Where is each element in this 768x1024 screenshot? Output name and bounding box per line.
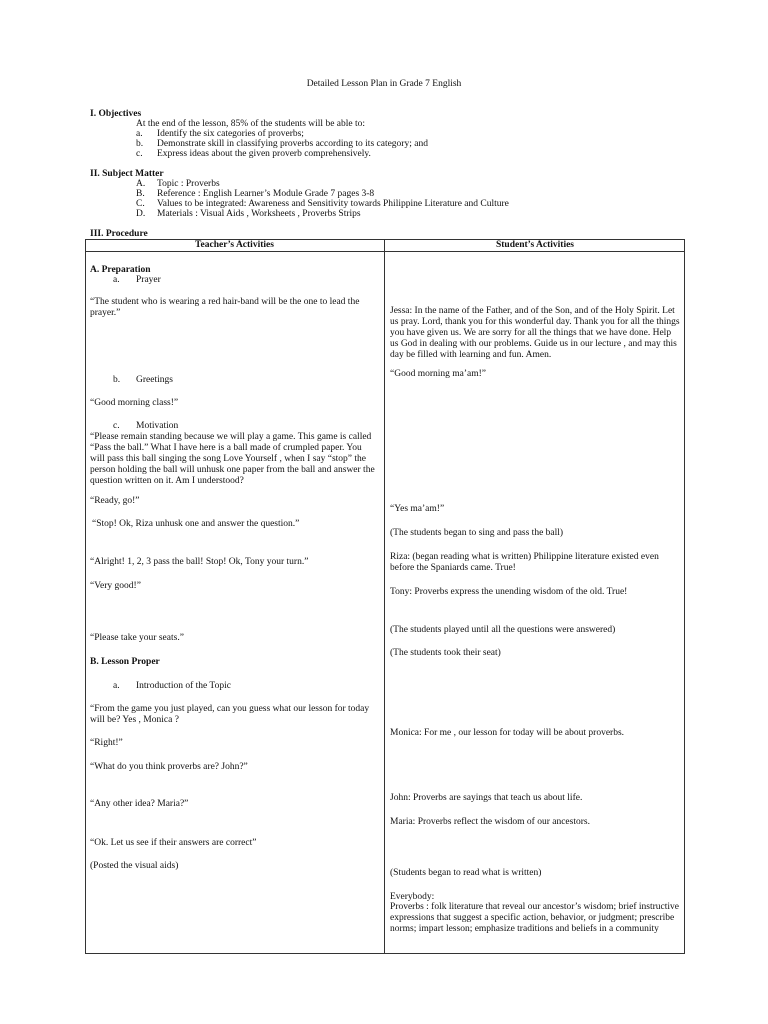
teacher-guess-question: “From the game you just played, can you guess what our lesson for today will be? Yes , Monica ? bbox=[90, 704, 370, 725]
prayer-label: Prayer bbox=[136, 275, 161, 285]
col-header-student: Student’s Activities bbox=[495, 240, 575, 250]
table-header-divider bbox=[85, 251, 685, 252]
motivation-marker: c. bbox=[113, 421, 120, 431]
teacher-what-think: “What do you think proverbs are? John?” bbox=[90, 762, 248, 772]
subject-marker: B. bbox=[136, 189, 145, 199]
student-maria-answer: Maria: Proverbs reflect the wisdom of our ancestors. bbox=[390, 817, 590, 827]
student-took-seat: (The students took their seat) bbox=[390, 648, 501, 658]
intro-topic-label: Introduction of the Topic bbox=[136, 681, 231, 691]
student-began-sing: (The students began to sing and pass the ball) bbox=[390, 528, 564, 538]
teacher-greeting: “Good morning class!” bbox=[90, 398, 179, 408]
teacher-take-seats: “Please take your seats.” bbox=[90, 633, 184, 643]
subject-item: Materials : Visual Aids , Worksheets , Proverbs Strips bbox=[157, 209, 361, 219]
student-began-read: (Students began to read what is written) bbox=[390, 868, 542, 878]
objective-item: Demonstrate skill in classifying proverbs according to its category; and bbox=[157, 139, 428, 149]
lesson-proper-heading: B. Lesson Proper bbox=[90, 657, 160, 667]
table-column-divider bbox=[384, 239, 385, 954]
teacher-ok-see: “Ok. Let us see if their answers are correct” bbox=[90, 838, 257, 848]
teacher-other-idea: “Any other idea? Maria?” bbox=[90, 799, 189, 809]
greetings-label: Greetings bbox=[136, 375, 173, 385]
objectives-intro: At the end of the lesson, 85% of the students will be able to: bbox=[136, 119, 366, 129]
subject-marker: C. bbox=[136, 199, 145, 209]
document-title: Detailed Lesson Plan in Grade 7 English bbox=[306, 79, 462, 89]
student-tony-answer: Tony: Proverbs express the unending wisdom of the old. True! bbox=[390, 587, 628, 597]
student-everybody: Everybody: bbox=[390, 892, 435, 902]
teacher-alright: “Alright! 1, 2, 3 pass the ball! Stop! Ok, Tony your turn.” bbox=[90, 557, 309, 567]
objective-marker: a. bbox=[136, 129, 143, 139]
student-yes-maam: “Yes ma’am!” bbox=[390, 504, 445, 514]
objective-item: Identify the six categories of proverbs; bbox=[157, 129, 304, 139]
procedure-heading: III. Procedure bbox=[90, 229, 148, 239]
subject-marker: D. bbox=[136, 209, 146, 219]
objective-marker: c. bbox=[136, 149, 143, 159]
subject-matter-heading: II. Subject Matter bbox=[90, 169, 164, 179]
subject-item: Topic : Proverbs bbox=[157, 179, 220, 189]
subject-item: Values to be integrated: Awareness and Sensitivity towards Philippine Literature and Culture bbox=[157, 199, 509, 209]
teacher-stop-riza: “Stop! Ok, Riza unhusk one and answer the question.” bbox=[92, 519, 300, 529]
motivation-label: Motivation bbox=[136, 421, 179, 431]
teacher-very-good: “Very good!” bbox=[90, 581, 141, 591]
student-proverbs-definition: Proverbs : folk literature that reveal our ancestor’s wisdom; brief instructive expressions that suggest a specific action, behavior, or judgment; prescribe norms; impart lesson; emphasize traditions and beliefs in a community bbox=[390, 902, 679, 934]
student-john-answer: John: Proverbs are sayings that teach us about life. bbox=[390, 793, 583, 803]
objectives-heading: I. Objectives bbox=[90, 109, 142, 119]
student-played-until: (The students played until all the questions were answered) bbox=[390, 625, 616, 635]
motivation-instructions: “Please remain standing because we will play a game. This game is called “Pass the ball.” What I have here is a ball made of crumpled paper. You will pass this ball singing the song Love Yourself , when I say “stop” the person holding the ball will unhusk one paper from the ball and answer the question written on it. Am I understood? bbox=[90, 432, 375, 486]
subject-item: Reference : English Learner’s Module Grade 7 pages 3-8 bbox=[157, 189, 375, 199]
greetings-marker: b. bbox=[113, 375, 121, 385]
prayer-marker: a. bbox=[113, 275, 120, 285]
teacher-ready: “Ready, go!” bbox=[90, 496, 140, 506]
student-riza-answer: Riza: (began reading what is written) Philippine literature existed even before the Spaniards came. True! bbox=[390, 552, 659, 573]
col-header-teacher: Teacher’s Activities bbox=[195, 240, 274, 250]
student-jessa-prayer: Jessa: In the name of the Father, and of the Son, and of the Holy Spirit. Let us pray. Lord, thank you for this wonderful day. Thank you for all the things you have given us. We are sorry for all the things that we have done. Help us God in dealing with our problems. Guide us in our lecture , and may this day be filled with learning and fun. Amen. bbox=[390, 306, 680, 360]
objective-item: Express ideas about the given proverb comprehensively. bbox=[157, 149, 371, 159]
prayer-instruction: “The student who is wearing a red hair-band will be the one to lead the prayer.” bbox=[90, 297, 360, 318]
preparation-heading: A. Preparation bbox=[90, 265, 151, 275]
teacher-posted-visual: (Posted the visual aids) bbox=[90, 861, 179, 871]
subject-marker: A. bbox=[136, 179, 146, 189]
objective-marker: b. bbox=[136, 139, 144, 149]
student-good-morning: “Good morning ma’am!” bbox=[390, 369, 487, 379]
student-monica-answer: Monica: For me , our lesson for today will be about proverbs. bbox=[390, 728, 625, 738]
intro-topic-marker: a. bbox=[113, 681, 120, 691]
teacher-right: “Right!” bbox=[90, 738, 123, 748]
